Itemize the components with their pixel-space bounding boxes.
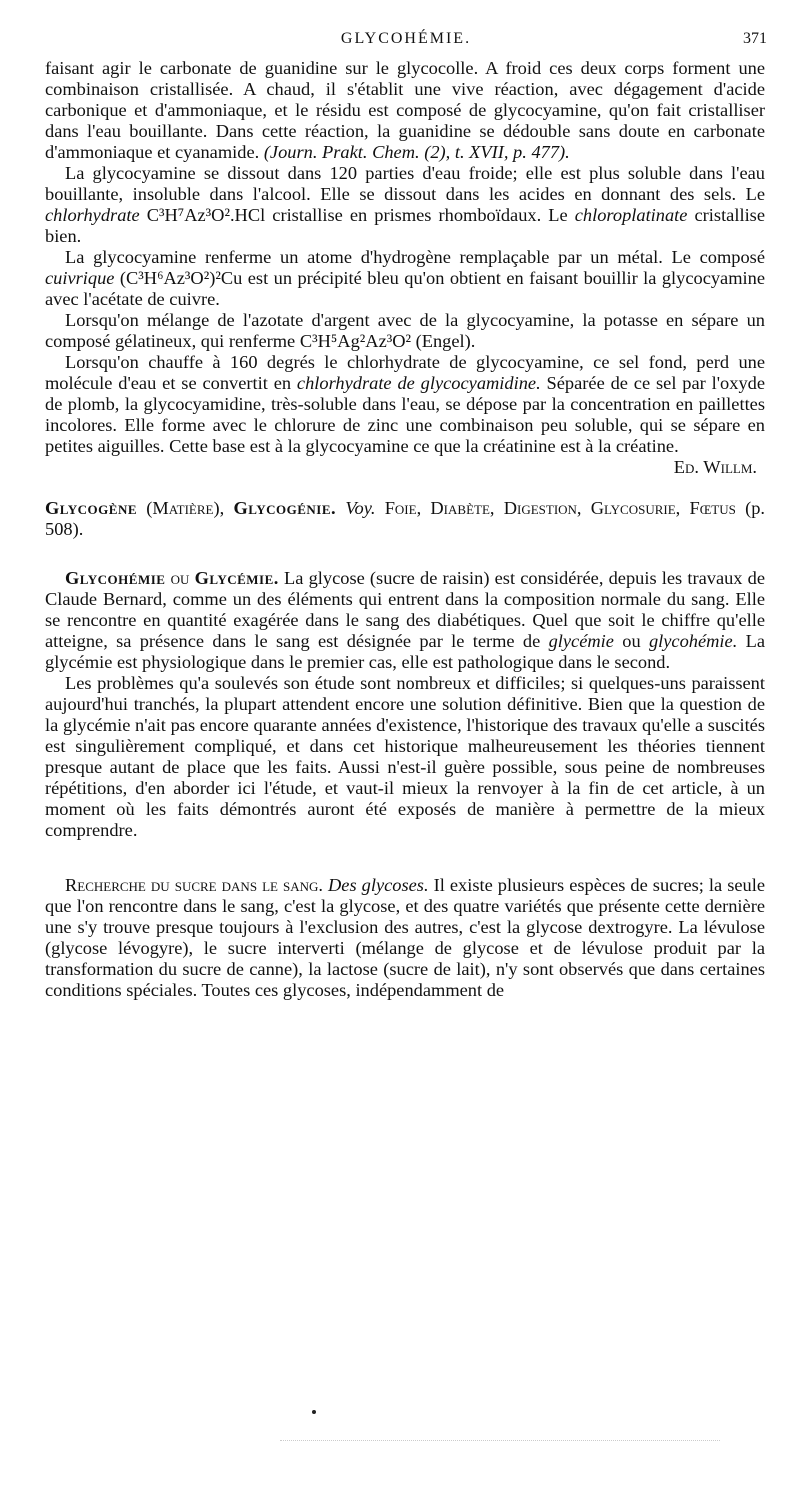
paragraph-glycohemie-problems: Les problèmes qu'a soulevés son étude sont nombreux et difficiles; si quelques-uns paraissent aujourd'hui tranchés, la plupart attendent encore une solution définitive. Bien que la question de la glycémie n'ait pas encore quarante années d'existence, l'historique des travaux qu'elle a suscités est singulièrement compliqué, et dans cet historique malheureusement les théories tiennent presque autant de place que les faits. Aussi n'est-il guère possible, sous peine de nombreuses répétitions, d'en aborder ici l'étude, et vaut-il mieux la renvoyer à la fin de cet article, à un moment où les faits démontrés auront été exposés de manière à permettre de la mieux comprendre. [45,673,765,840]
paragraph-text: La glycose (sucre de raisin) est considérée, depuis les travaux de Claude Bernard, comme un des éléments qui entrent dans la composition normale du sang. Elle se rencontre en quantité exagérée dans le sang des diabétiques. Quel que soit le chiffre qu'elle atteigne, sa présence dans le sang est désignée par le terme de [45,568,766,651]
paragraph-text: La glycocyamine se dissout dans 120 parties d'eau froide; elle est plus soluble dans l'eau bouillante, insoluble dans l'alcool. Elle se dissout dans les acides en donnant des sels. Le [45,163,765,204]
italic-term: chlorhydrate de glycocyamidine. [296,373,541,393]
journal-reference: (Journ. Prakt. Chem. (2), t. XVII, p. 477). [263,142,570,162]
entry-connector: ou [165,568,195,588]
paragraph-glycocyamine-silver: Lorsqu'on mélange de l'azotate d'argent avec de la glycocyamine, la potasse en sépare un composé gélatineux, qui renferme C³H⁵Ag²Az³O² (Engel). [45,310,765,351]
paragraph-glycocyamine-preparation [45,58,765,163]
entry-glycogene [45,498,765,540]
cross-reference-label: Voy. [336,498,376,518]
paragraph-text: faisant agir le carbonate de guanidine sur le glycocolle. A froid ces deux corps forment une combinaison cristallisée. A chaud, il s'établit une vive réaction, avec dégagement d'acide carbonique et d'ammoniaque, et le résidu est composé de glycocyamine, qu'on fait cristalliser dans l'eau bouillante. Dans cette réaction, la guanidine se dédouble sans doute en carbonate d'ammoniaque et cyanamide. [45,58,765,162]
spacer [45,540,765,568]
page-body [45,58,765,1001]
italic-term: glycémie [548,631,614,651]
entry-glycohemie [45,568,765,673]
paragraph-text: Lorsqu'on chauffe à 160 degrés le chlorhydrate de glycocyamine, ce sel fond, perd une molécule d'eau et se convertit en [45,352,765,393]
spacer [45,841,765,875]
paragraph-text: Séparée de ce sel par l'oxyde de plomb, la glycocyamidine, très-soluble dans l'eau, se dépose par la concentration en paillettes incolores. Elle forme avec le chlorure de zinc une combinaison peu soluble, qui se sépare en petites aiguilles. Cette base est à la glycocyamine ce que la créatinine est à la créatine. [45,373,765,456]
section-subheading: Des glycoses. [322,875,429,895]
cross-reference-list: Foie, Diabète, Digestion, Glycosurie, Fœtus [375,498,736,518]
paragraph-glycocyamine-solubility [45,163,765,247]
paragraph-text: La glycocyamine renferme un atome d'hydrogène remplaçable par un métal. Le composé [65,247,765,267]
section-recherche-sucre [45,875,765,1001]
section-heading: Recherche du sucre dans le sang. [65,875,323,895]
italic-term: chlorhydrate [45,205,140,225]
paragraph-text: La glycémie est physiologique dans le premier cas, elle est pathologique dans le second. [45,631,766,672]
entry-heading: Glycogénie. [233,498,337,518]
paragraph-text: cristallise bien. [45,205,765,246]
italic-term: cuivrique [45,268,115,288]
footer-dotted-rule [280,1440,720,1443]
print-mark [312,1410,316,1414]
entry-heading: Glycémie. [194,568,279,588]
spacer [45,478,765,498]
page-reference: (p. 508). [45,498,766,539]
italic-term: chloroplatinate [574,205,688,225]
paragraph-glycocyamidine [45,352,765,457]
page-number: 371 [743,30,767,47]
paragraph-text: C³H⁷Az³O².HCl cristallise en prismes rhomboïdaux. Le [139,205,575,225]
italic-term: glycohémie. [648,631,738,651]
paragraph-text: Il existe plusieurs espèces de sucres; la seule que l'on rencontre dans le sang, c'est la glycose, et des quatre variétés que présente cette dernière une s'y trouve presque toujours à l'exclusion des autres, c'est la glycose dextrogyre. La lévulose (glycose lévogyre), le sucre interverti (mélange de glycose et de lévulose produit par la transformation du sucre de canne), la lactose (sucre de lait), n'y sont observés que dans certaines conditions spéciales. Toutes ces glycoses, indépendamment de [45,875,765,1000]
paragraph-text: (C³H⁶Az³O²)²Cu est un précipité bleu qu'on obtient en faisant bouillir la glycocyamine avec l'acétate de cuivre. [45,268,765,309]
running-title: GLYCOHÉMIE. [340,30,472,47]
entry-heading: Glycohémie [65,568,166,588]
entry-qualifier: (Matière), [137,498,234,518]
paragraph-text: ou [613,631,649,651]
entry-heading: Glycogène [45,498,138,518]
page-header [45,30,767,56]
author-signature: Ed. Willm. [673,457,757,477]
paragraph-glycocyamine-copper [45,247,765,310]
